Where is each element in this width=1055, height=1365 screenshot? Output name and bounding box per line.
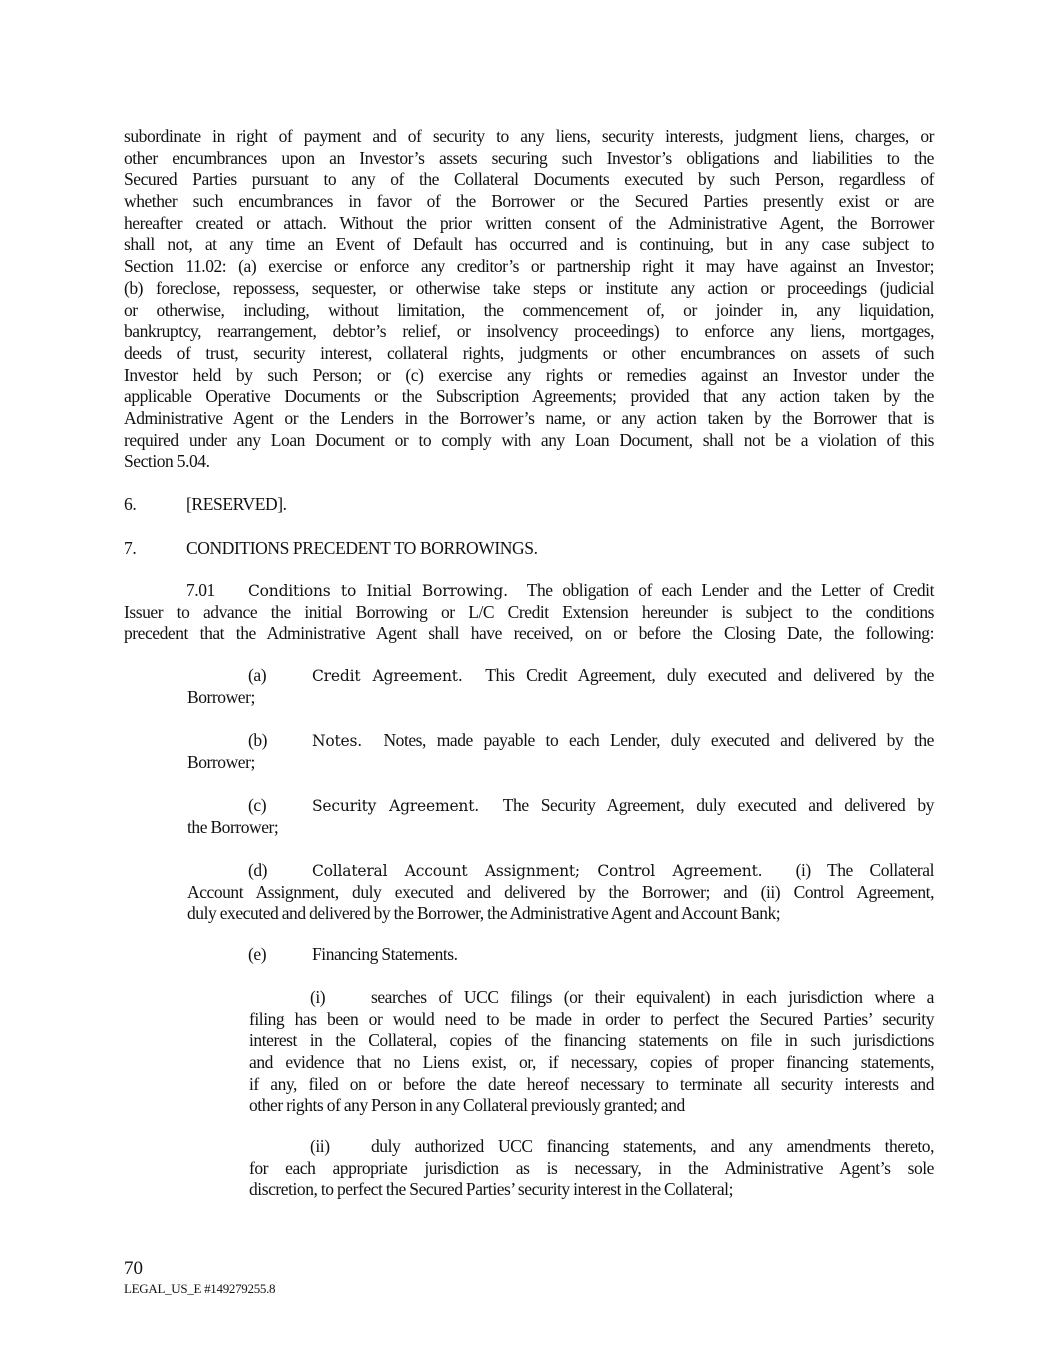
paragraph-line: or otherwise, including, without limitation, the commencement of, or joinder in, any liquidation, bbox=[124, 299, 934, 320]
paragraph-line: Issuer to advance the initial Borrowing or L/C Credit Extension hereunder is subject to the conditions bbox=[124, 601, 934, 622]
item-title: Notes. bbox=[312, 732, 362, 750]
subitem-line: for each appropriate jurisdiction as is necessary, in the Administrative Agent’s sole bbox=[249, 1157, 934, 1178]
item-d bbox=[187, 860, 934, 925]
paragraph-line: shall not, at any time an Event of Default has occurred and is continuing, but in any case subject to bbox=[124, 234, 934, 255]
section-title: CONDITIONS PRECEDENT TO BORROWINGS. bbox=[186, 538, 538, 558]
subitem-line: other rights of any Person in any Collateral previously granted; and bbox=[249, 1095, 685, 1116]
item-label: (e) bbox=[248, 944, 267, 964]
item-line: duly executed and delivered by the Borrower, the Administrative Agent and Account Bank; bbox=[187, 903, 781, 924]
page-number: 70 bbox=[124, 1258, 143, 1279]
subitem-line: filing has been or would need to be made in order to perfect the Secured Parties’ security bbox=[249, 1008, 934, 1029]
paragraph-line: (b) foreclose, repossess, sequester, or otherwise take steps or institute any action or proceedings (judicial bbox=[124, 277, 934, 298]
item-line: Borrower; bbox=[187, 751, 255, 772]
section-6-heading bbox=[124, 493, 287, 515]
item-label: (b) bbox=[248, 730, 268, 750]
subitem-first-line bbox=[249, 1136, 934, 1158]
item-first-line bbox=[187, 944, 934, 966]
section-7-heading bbox=[124, 537, 538, 559]
paragraph-line: precedent that the Administrative Agent shall have received, on or before the Closing Date, the following: bbox=[124, 623, 934, 644]
section-title: [RESERVED]. bbox=[186, 494, 287, 514]
subitem-ii bbox=[249, 1136, 934, 1201]
paragraph-line: applicable Operative Documents or the Subscription Agreements; provided that any action taken by the bbox=[124, 386, 934, 407]
item-first-line bbox=[187, 730, 934, 752]
item-line: Borrower; bbox=[187, 686, 255, 707]
paragraph-line: Section 11.02: (a) exercise or enforce any creditor’s or partnership right it may have against an Investor; bbox=[124, 256, 934, 277]
paragraph-line: other encumbrances upon an Investor’s assets securing such Investor’s obligations and liabilities to the bbox=[124, 147, 934, 168]
item-e bbox=[187, 944, 934, 966]
subitem-line: interest in the Collateral, copies of the financing statements on file in such jurisdictions bbox=[249, 1030, 934, 1051]
item-label: (a) bbox=[248, 665, 267, 685]
paragraph-line: Administrative Agent or the Lenders in the Borrower’s name, or any action taken by the Borrower that is bbox=[124, 407, 934, 428]
item-title: Collateral Account Assignment; Control Agreement. bbox=[312, 862, 763, 880]
item-first-line bbox=[187, 795, 934, 817]
subitem-first-line bbox=[249, 987, 934, 1009]
item-line: Account Assignment, duly executed and delivered by the Borrower; and (ii) Control Agreement, bbox=[187, 881, 934, 902]
section-number: 7. bbox=[124, 538, 137, 558]
paragraph-line: subordinate in right of payment and of security to any liens, security interests, judgment liens, charges, or bbox=[124, 126, 934, 146]
subsection-title: Conditions to Initial Borrowing. bbox=[248, 582, 508, 600]
subsection-number: 7.01 bbox=[186, 580, 215, 600]
item-text: This Credit Agreement, duly executed and delivered by the bbox=[485, 665, 934, 685]
subitem-line: if any, filed on or before the date hereof necessary to terminate all security interests and bbox=[249, 1073, 934, 1094]
section-5-04-continuation bbox=[124, 126, 934, 473]
item-b bbox=[187, 730, 934, 773]
subitem-i bbox=[249, 987, 934, 1117]
paragraph-line: Secured Parties pursuant to any of the Collateral Documents executed by such Person, regardless of bbox=[124, 169, 934, 190]
item-title: Financing Statements. bbox=[312, 944, 458, 964]
paragraph-line: required under any Loan Document or to comply with any Loan Document, shall not be a violation of this bbox=[124, 429, 934, 450]
paragraph-line: Section 5.04. bbox=[124, 451, 210, 472]
subitem-text: duly authorized UCC financing statements, and any amendments thereto, bbox=[371, 1136, 934, 1156]
subitem-line: and evidence that no Liens exist, or, if necessary, copies of proper financing statements, bbox=[249, 1052, 934, 1073]
item-text: Notes, made payable to each Lender, duly executed and delivered by the bbox=[383, 730, 934, 750]
item-c bbox=[187, 795, 934, 838]
item-text: (i) The Collateral bbox=[795, 860, 934, 880]
item-line: the Borrower; bbox=[187, 816, 279, 837]
section-number: 6. bbox=[124, 494, 137, 514]
subitem-line: discretion, to perfect the Secured Parties’ security interest in the Collateral; bbox=[249, 1179, 733, 1200]
subsection-text: The obligation of each Lender and the Letter of Credit bbox=[526, 580, 934, 600]
subitem-label: (ii) bbox=[310, 1136, 330, 1156]
item-a bbox=[187, 665, 934, 708]
document-id: LEGAL_US_E #149279255.8 bbox=[124, 1281, 276, 1296]
item-text: The Security Agreement, duly executed and delivered by bbox=[502, 795, 934, 815]
subitem-text: searches of UCC filings (or their equivalent) in each jurisdiction where a bbox=[371, 987, 934, 1007]
paragraph-line: whether such encumbrances in favor of the Borrower or the Secured Parties presently exist or are bbox=[124, 191, 934, 212]
paragraph-line: hereafter created or attach. Without the prior written consent of the Administrative Agent, the Borrower bbox=[124, 212, 934, 233]
paragraph-line bbox=[124, 580, 934, 602]
item-title: Security Agreement. bbox=[312, 797, 479, 815]
item-first-line bbox=[187, 665, 934, 687]
item-title: Credit Agreement. bbox=[312, 667, 463, 685]
item-first-line bbox=[187, 860, 934, 882]
subitem-label: (i) bbox=[310, 987, 326, 1007]
item-label: (c) bbox=[248, 795, 267, 815]
item-label: (d) bbox=[248, 860, 268, 880]
paragraph-line: deeds of trust, security interest, collateral rights, judgments or other encumbrances on assets of such bbox=[124, 342, 934, 363]
paragraph-line: bankruptcy, rearrangement, debtor’s relief, or insolvency proceedings) to enforce any liens, mortgages, bbox=[124, 321, 934, 342]
paragraph-line: Investor held by such Person; or (c) exercise any rights or remedies against an Investor under the bbox=[124, 364, 934, 385]
section-7-01 bbox=[124, 580, 934, 645]
